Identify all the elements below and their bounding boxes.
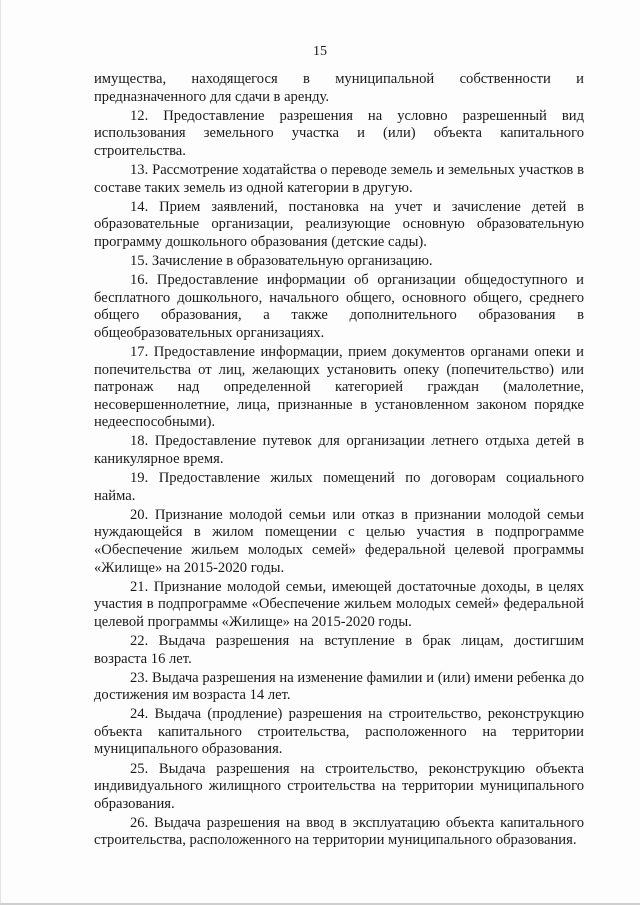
paragraph-item-20: 20. Признание молодой семьи или отказ в признании молодой семьи нуждающейся в жилом помещении с целью участия в подпрограмме «Обеспечение жильем молодых семей» федеральной целевой программы «Жилище» на 2015-2020 годы.: [94, 506, 584, 576]
paragraph-item-19: 19. Предоставление жилых помещений по договорам социального найма.: [94, 470, 584, 504]
paragraph-item-17: 17. Предоставление информации, прием документов органами опеки и попечительства от лиц, желающих установить опеку (попечительство) или патронаж над определенной категорией граждан (малолетние, несовершеннолетние, лица, признанные в установленном законом порядке недееспособными).: [94, 343, 584, 431]
document-body: [94, 71, 584, 852]
paragraph-continuation: имущества, находящегося в муниципальной собственности и предназначенного для сдачи в аренду.: [94, 71, 584, 105]
paragraph-item-16: 16. Предоставление информации об организации общедоступного и бесплатного дошкольного, начального общего, основного общего, среднего общего образования, а также дополнительного образования в общеобразовательных организациях.: [94, 272, 584, 341]
page-number: 15: [313, 44, 327, 59]
paragraph-item-25: 25. Выдача разрешения на строительство, реконструкцию объекта индивидуального жилищного строительства на территории муниципального образования.: [94, 760, 584, 812]
paragraph-item-15: 15. Зачисление в образовательную организацию.: [130, 252, 433, 269]
paragraph-item-12: 12. Предоставление разрешения на условно разрешенный вид использования земельного участка и (или) объекта капитального строительства.: [94, 107, 584, 159]
paragraph-item-21: 21. Признание молодой семьи, имеющей достаточные доходы, в целях участия в подпрограмме «Обеспечение жильем молодых семей» федеральной целевой программы «Жилище» на 2015-2020 годы.: [94, 578, 584, 630]
scan-edge-left: [0, 0, 1, 905]
paragraph-item-18: 18. Предоставление путевок для организации летнего отдыха детей в каникулярное время.: [94, 433, 584, 467]
paragraph-item-14: 14. Прием заявлений, постановка на учет и зачисление детей в образовательные организации, реализующие основную образовательную программу дошкольного образования (детские сады).: [94, 198, 584, 250]
paragraph-item-23: 23. Выдача разрешения на изменение фамилии и (или) имени ребенка до достижения им возраста 14 лет.: [94, 669, 584, 704]
paragraph-item-24: 24. Выдача (продление) разрешения на строительство, реконструкцию объекта капитального строительства, расположенного на территории муниципального образования.: [94, 706, 584, 758]
paragraph-item-13: 13. Рассмотрение ходатайства о переводе земель и земельных участков в составе таких земель из одной категории в другую.: [94, 161, 584, 196]
paragraph-item-22: 22. Выдача разрешения на вступление в брак лицам, достигшим возраста 16 лет.: [94, 632, 584, 667]
paragraph-item-26: 26. Выдача разрешения на ввод в эксплуатацию объекта капитального строительства, расположенного на территории муниципального образования.: [94, 814, 584, 849]
